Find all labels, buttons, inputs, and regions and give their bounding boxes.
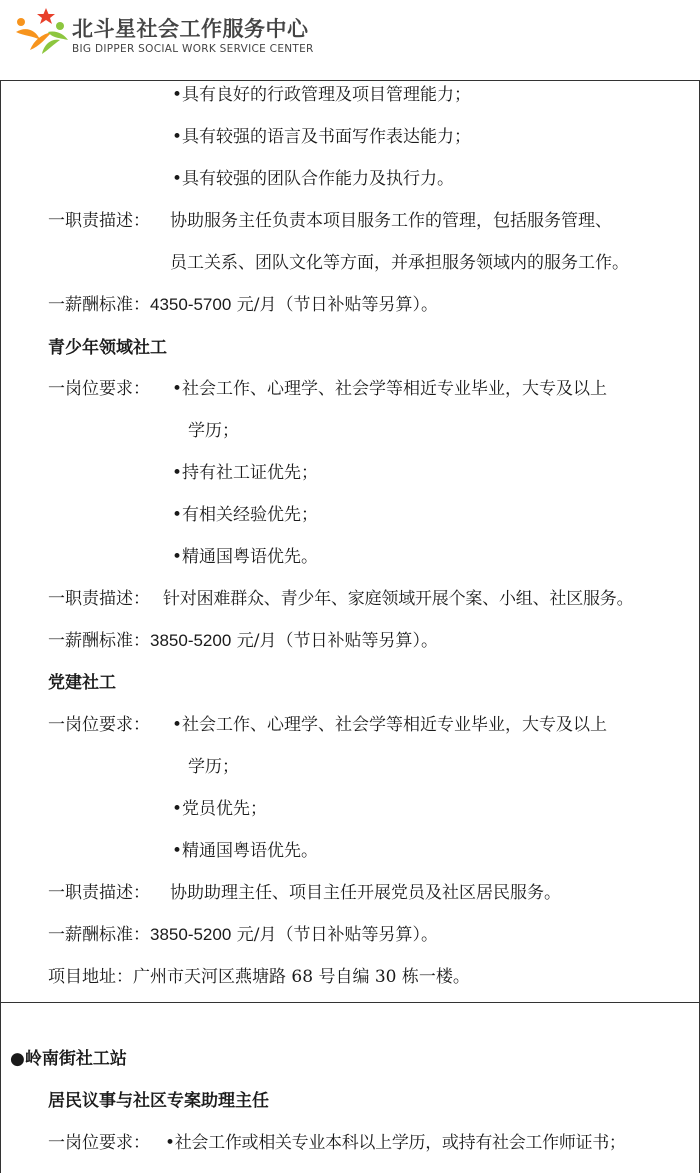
salary-label: 一薪酬标准： — [48, 631, 150, 651]
salary-amount: 3850-5200 — [150, 925, 232, 944]
salary-label: 一薪酬标准： — [48, 295, 150, 315]
salary-amount: 3850-5200 — [150, 631, 232, 650]
requirement-item: •具有较强的团队合作能力及执行力。 — [172, 169, 455, 189]
salary-note: 元/月（节日补贴等另算）。 — [231, 925, 438, 945]
org-name-cn: 北斗星社会工作服务中心 — [72, 17, 309, 41]
duty-text: 针对困难群众、青少年、家庭领域开展个案、小组、社区服务。 — [163, 589, 634, 609]
big-dipper-logo-icon — [12, 6, 70, 56]
project-address: 项目地址：广州市天河区燕塘路 68 号自编 30 栋一楼。 — [48, 967, 470, 987]
duty-label: 一职责描述： — [48, 883, 150, 903]
requirement-item: 学历； — [188, 757, 239, 777]
requirement-item: 学历； — [188, 421, 239, 441]
position-title: 党建社工 — [48, 673, 116, 693]
requirement-item: •具有较强的语言及书面写作表达能力； — [172, 127, 472, 147]
salary-row — [48, 924, 438, 946]
position-title: 青少年领域社工 — [48, 338, 167, 358]
duty-text: 协助助理主任、项目主任开展党员及社区居民服务。 — [170, 883, 561, 903]
salary-note: 元/月（节日补贴等另算）。 — [231, 631, 438, 651]
requirement-item: •党员优先； — [172, 799, 268, 819]
salary-label: 一薪酬标准： — [48, 925, 150, 945]
duty-label: 一职责描述： — [48, 211, 150, 231]
requirement-item: •有相关经验优先； — [172, 505, 319, 525]
requirement-item: •持有社工证优先； — [172, 463, 319, 483]
salary-row — [48, 630, 438, 652]
duty-text: 员工关系、团队文化等方面，并承担服务领域内的服务工作。 — [170, 253, 629, 273]
requirement-label: 一岗位要求： — [48, 715, 150, 735]
requirement-item: •社会工作或相关专业本科以上学历，或持有社会工作师证书； — [165, 1133, 626, 1153]
requirement-label: 一岗位要求： — [48, 379, 150, 399]
salary-row — [48, 294, 438, 316]
requirement-item: •精通国粤语优先。 — [172, 547, 319, 567]
salary-amount: 4350-5700 — [150, 295, 232, 314]
salary-note: 元/月（节日补贴等另算）。 — [231, 295, 438, 315]
requirement-label: 一岗位要求： — [48, 1133, 150, 1153]
position-title: 居民议事与社区专案助理主任 — [48, 1091, 269, 1111]
requirement-item: •精通国粤语优先。 — [172, 841, 319, 861]
duty-label: 一职责描述： — [48, 589, 150, 609]
requirement-item: •社会工作、心理学、社会学等相近专业毕业，大专及以上 — [172, 379, 608, 399]
requirement-item: •具有良好的行政管理及项目管理能力； — [172, 85, 472, 105]
page-header — [0, 0, 700, 80]
station-heading: ●岭南街社工站 — [10, 1049, 127, 1069]
requirement-item: •社会工作、心理学、社会学等相近专业毕业，大专及以上 — [172, 715, 608, 735]
duty-text: 协助服务主任负责本项目服务工作的管理，包括服务管理、 — [170, 211, 612, 231]
org-name-en: BIG DIPPER SOCIAL WORK SERVICE CENTER — [72, 43, 314, 55]
